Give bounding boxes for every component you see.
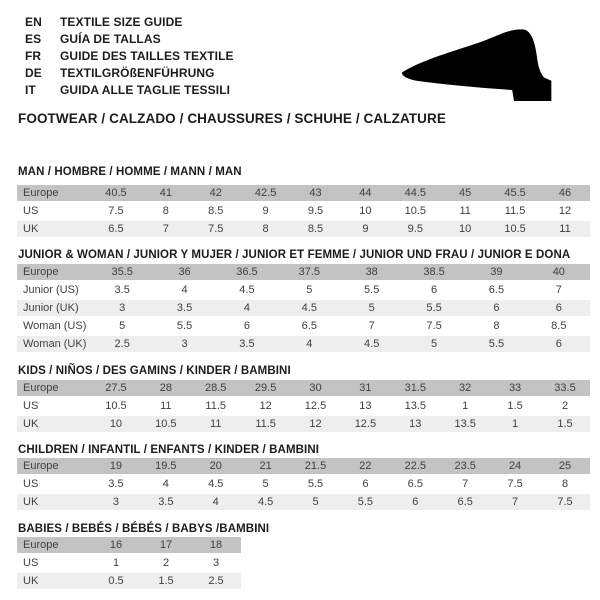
size-value: 5.5: [341, 280, 403, 298]
size-value: 3.5: [91, 474, 141, 492]
size-value: 6.5: [278, 316, 340, 334]
size-value: 8.5: [291, 219, 341, 237]
size-value: 11.5: [191, 396, 241, 414]
size-value: 1.5: [490, 396, 540, 414]
row-label: UK: [17, 492, 91, 510]
size-value: 3: [91, 492, 141, 510]
language-label: GUÍA DE TALLAS: [60, 32, 161, 46]
size-value: 13: [390, 414, 440, 432]
size-value: 11: [440, 201, 490, 219]
size-value: 45.5: [490, 185, 540, 201]
size-table-children: [17, 458, 590, 510]
language-label: GUIDE DES TAILLES TEXTILE: [60, 49, 234, 63]
size-value: 25: [540, 458, 590, 474]
size-value: 45: [440, 185, 490, 201]
size-value: 6: [390, 492, 440, 510]
row-label: Woman (UK): [17, 334, 91, 352]
size-value: 4.5: [341, 334, 403, 352]
size-value: 22: [340, 458, 390, 474]
size-value: 4: [153, 280, 215, 298]
language-row: [25, 65, 234, 82]
size-value: 40: [528, 264, 590, 280]
size-value: 6.5: [465, 280, 527, 298]
size-value: 3: [91, 298, 153, 316]
language-code: FR: [25, 49, 42, 63]
size-value: 6: [528, 298, 590, 316]
size-value: 12: [291, 414, 341, 432]
size-value: 8: [141, 201, 191, 219]
table-row: [17, 298, 590, 316]
size-value: 33.5: [540, 380, 590, 396]
size-value: 10.5: [91, 396, 141, 414]
size-value: 5.5: [465, 334, 527, 352]
size-value: 3: [153, 334, 215, 352]
size-value: 5.5: [153, 316, 215, 334]
size-value: 9: [340, 219, 390, 237]
section-title-babies: BABIES / BEBÉS / BÉBÉS / BABYS /BAMBINI: [18, 523, 270, 535]
size-value: 0.5: [91, 571, 141, 589]
table-row: [17, 316, 590, 334]
size-value: 6: [403, 280, 465, 298]
section-title-children: CHILDREN / INFANTIL / ENFANTS / KINDER / BAMBINI: [18, 444, 320, 456]
size-value: 29.5: [241, 380, 291, 396]
language-code: ES: [25, 32, 42, 46]
language-label: GUIDA ALLE TAGLIE TESSILI: [60, 83, 231, 97]
size-value: 9: [241, 201, 291, 219]
language-label: TEXTILE SIZE GUIDE: [60, 15, 183, 29]
size-value: 28.5: [191, 380, 241, 396]
size-value: 6: [465, 298, 527, 316]
size-value: 7.5: [540, 492, 590, 510]
size-value: 32: [440, 380, 490, 396]
size-value: 8: [465, 316, 527, 334]
size-value: 2: [540, 396, 590, 414]
row-label: Europe: [17, 264, 91, 280]
size-value: 10: [440, 219, 490, 237]
table-row: [17, 474, 590, 492]
size-value: 41: [141, 185, 191, 201]
size-value: 12: [540, 201, 590, 219]
size-value: 38: [341, 264, 403, 280]
size-value: 21.5: [291, 458, 341, 474]
size-value: 36.5: [216, 264, 278, 280]
size-value: 7: [440, 474, 490, 492]
size-value: 3.5: [216, 334, 278, 352]
size-value: 4.5: [241, 492, 291, 510]
row-label: UK: [17, 219, 91, 237]
table-row: [17, 201, 590, 219]
row-label: Woman (US): [17, 316, 91, 334]
row-label: Europe: [17, 537, 91, 553]
size-value: 19.5: [141, 458, 191, 474]
size-value: 44: [340, 185, 390, 201]
size-value: 7: [528, 280, 590, 298]
table-row: [17, 264, 590, 280]
size-table-kids: [17, 380, 590, 432]
size-value: 1: [440, 396, 490, 414]
size-value: 4.5: [191, 474, 241, 492]
size-value: 16: [91, 537, 141, 553]
row-label: Europe: [17, 380, 91, 396]
size-value: 12.5: [340, 414, 390, 432]
language-code: IT: [25, 83, 36, 97]
size-value: 28: [141, 380, 191, 396]
size-value: 5: [91, 316, 153, 334]
size-value: 19: [91, 458, 141, 474]
row-label: Europe: [17, 185, 91, 201]
size-value: 33: [490, 380, 540, 396]
size-value: 18: [191, 537, 241, 553]
size-value: 11: [191, 414, 241, 432]
size-value: 11: [540, 219, 590, 237]
table-row: [17, 553, 241, 571]
size-value: 10: [91, 414, 141, 432]
table-row: [17, 280, 590, 298]
table-row: [17, 492, 590, 510]
size-value: 5.5: [340, 492, 390, 510]
size-value: 11: [141, 396, 191, 414]
size-value: 2.5: [91, 334, 153, 352]
table-row: [17, 571, 241, 589]
table-row: [17, 458, 590, 474]
table-row: [17, 396, 590, 414]
size-value: 6.5: [91, 219, 141, 237]
table-row: [17, 537, 241, 553]
section-title-man: MAN / HOMBRE / HOMME / MANN / MAN: [18, 166, 242, 178]
language-row: [25, 31, 234, 48]
language-row: [25, 14, 234, 31]
size-value: 7.5: [191, 219, 241, 237]
size-value: 4: [191, 492, 241, 510]
size-value: 1: [91, 553, 141, 571]
size-value: 35.5: [91, 264, 153, 280]
size-value: 10.5: [490, 219, 540, 237]
row-label: US: [17, 396, 91, 414]
section-title-junior-woman: JUNIOR & WOMAN / JUNIOR Y MUJER / JUNIOR ET FEMME / JUNIOR UND FRAU / JUNIOR E DONA: [18, 249, 571, 261]
size-value: 5.5: [291, 474, 341, 492]
size-value: 13.5: [440, 414, 490, 432]
size-value: 8.5: [528, 316, 590, 334]
size-value: 39: [465, 264, 527, 280]
size-value: 3.5: [91, 280, 153, 298]
table-row: [17, 219, 590, 237]
language-row: [25, 48, 234, 65]
language-row: [25, 82, 234, 99]
size-value: 9.5: [390, 219, 440, 237]
size-value: 3: [191, 553, 241, 571]
table-row: [17, 185, 590, 201]
size-value: 1: [490, 414, 540, 432]
table-row: [17, 334, 590, 352]
size-value: 3.5: [153, 298, 215, 316]
row-label: Europe: [17, 458, 91, 474]
size-value: 6: [216, 316, 278, 334]
size-value: 6.5: [390, 474, 440, 492]
size-value: 10: [340, 201, 390, 219]
language-code: DE: [25, 66, 42, 80]
size-value: 10.5: [141, 414, 191, 432]
row-label: US: [17, 201, 91, 219]
size-value: 5: [241, 474, 291, 492]
size-value: 31.5: [390, 380, 440, 396]
row-label: Junior (UK): [17, 298, 91, 316]
size-table-junior-woman: [17, 264, 590, 352]
size-value: 13.5: [390, 396, 440, 414]
size-value: 27.5: [91, 380, 141, 396]
size-value: 20: [191, 458, 241, 474]
table-row: [17, 380, 590, 396]
table-row: [17, 414, 590, 432]
size-value: 4: [278, 334, 340, 352]
language-label: TEXTILGRÖßENFÜHRUNG: [60, 66, 215, 80]
size-value: 21: [241, 458, 291, 474]
size-value: 13: [340, 396, 390, 414]
size-value: 1.5: [540, 414, 590, 432]
size-value: 12: [241, 396, 291, 414]
size-value: 4.5: [278, 298, 340, 316]
size-value: 30: [291, 380, 341, 396]
row-label: UK: [17, 414, 91, 432]
row-label: Junior (US): [17, 280, 91, 298]
size-value: 37.5: [278, 264, 340, 280]
size-value: 24: [490, 458, 540, 474]
size-value: 5.5: [403, 298, 465, 316]
size-value: 5: [291, 492, 341, 510]
size-value: 6.5: [440, 492, 490, 510]
size-value: 7.5: [490, 474, 540, 492]
size-value: 11.5: [241, 414, 291, 432]
size-value: 5: [403, 334, 465, 352]
size-value: 5: [341, 298, 403, 316]
language-list: [25, 14, 234, 99]
size-value: 4.5: [216, 280, 278, 298]
size-value: 7.5: [403, 316, 465, 334]
size-value: 31: [340, 380, 390, 396]
size-table-babies: [17, 537, 241, 589]
size-value: 4: [216, 298, 278, 316]
row-label: US: [17, 553, 91, 571]
size-table-man: [17, 185, 590, 237]
size-value: 7.5: [91, 201, 141, 219]
row-label: UK: [17, 571, 91, 589]
size-value: 36: [153, 264, 215, 280]
size-value: 46: [540, 185, 590, 201]
size-value: 42.5: [241, 185, 291, 201]
language-code: EN: [25, 15, 42, 29]
size-value: 7: [341, 316, 403, 334]
size-value: 12.5: [291, 396, 341, 414]
size-value: 6: [528, 334, 590, 352]
size-value: 23.5: [440, 458, 490, 474]
section-title-kids: KIDS / NIÑOS / DES GAMINS / KINDER / BAMBINI: [18, 365, 291, 377]
category-title: FOOTWEAR / CALZADO / CHAUSSURES / SCHUHE / CALZATURE: [18, 111, 446, 126]
size-value: 7: [490, 492, 540, 510]
size-value: 40.5: [91, 185, 141, 201]
size-value: 42: [191, 185, 241, 201]
size-value: 5: [278, 280, 340, 298]
size-value: 38.5: [403, 264, 465, 280]
size-value: 9.5: [291, 201, 341, 219]
shoe-icon: [393, 22, 575, 106]
row-label: US: [17, 474, 91, 492]
size-value: 43: [291, 185, 341, 201]
size-value: 2.5: [191, 571, 241, 589]
size-value: 10.5: [390, 201, 440, 219]
size-value: 11.5: [490, 201, 540, 219]
size-value: 2: [141, 553, 191, 571]
size-value: 17: [141, 537, 191, 553]
size-value: 44.5: [390, 185, 440, 201]
size-value: 1.5: [141, 571, 191, 589]
size-value: 7: [141, 219, 191, 237]
size-value: 8: [241, 219, 291, 237]
size-value: 8: [540, 474, 590, 492]
size-value: 6: [340, 474, 390, 492]
size-value: 8.5: [191, 201, 241, 219]
size-value: 22.5: [390, 458, 440, 474]
size-value: 4: [141, 474, 191, 492]
size-value: 3.5: [141, 492, 191, 510]
